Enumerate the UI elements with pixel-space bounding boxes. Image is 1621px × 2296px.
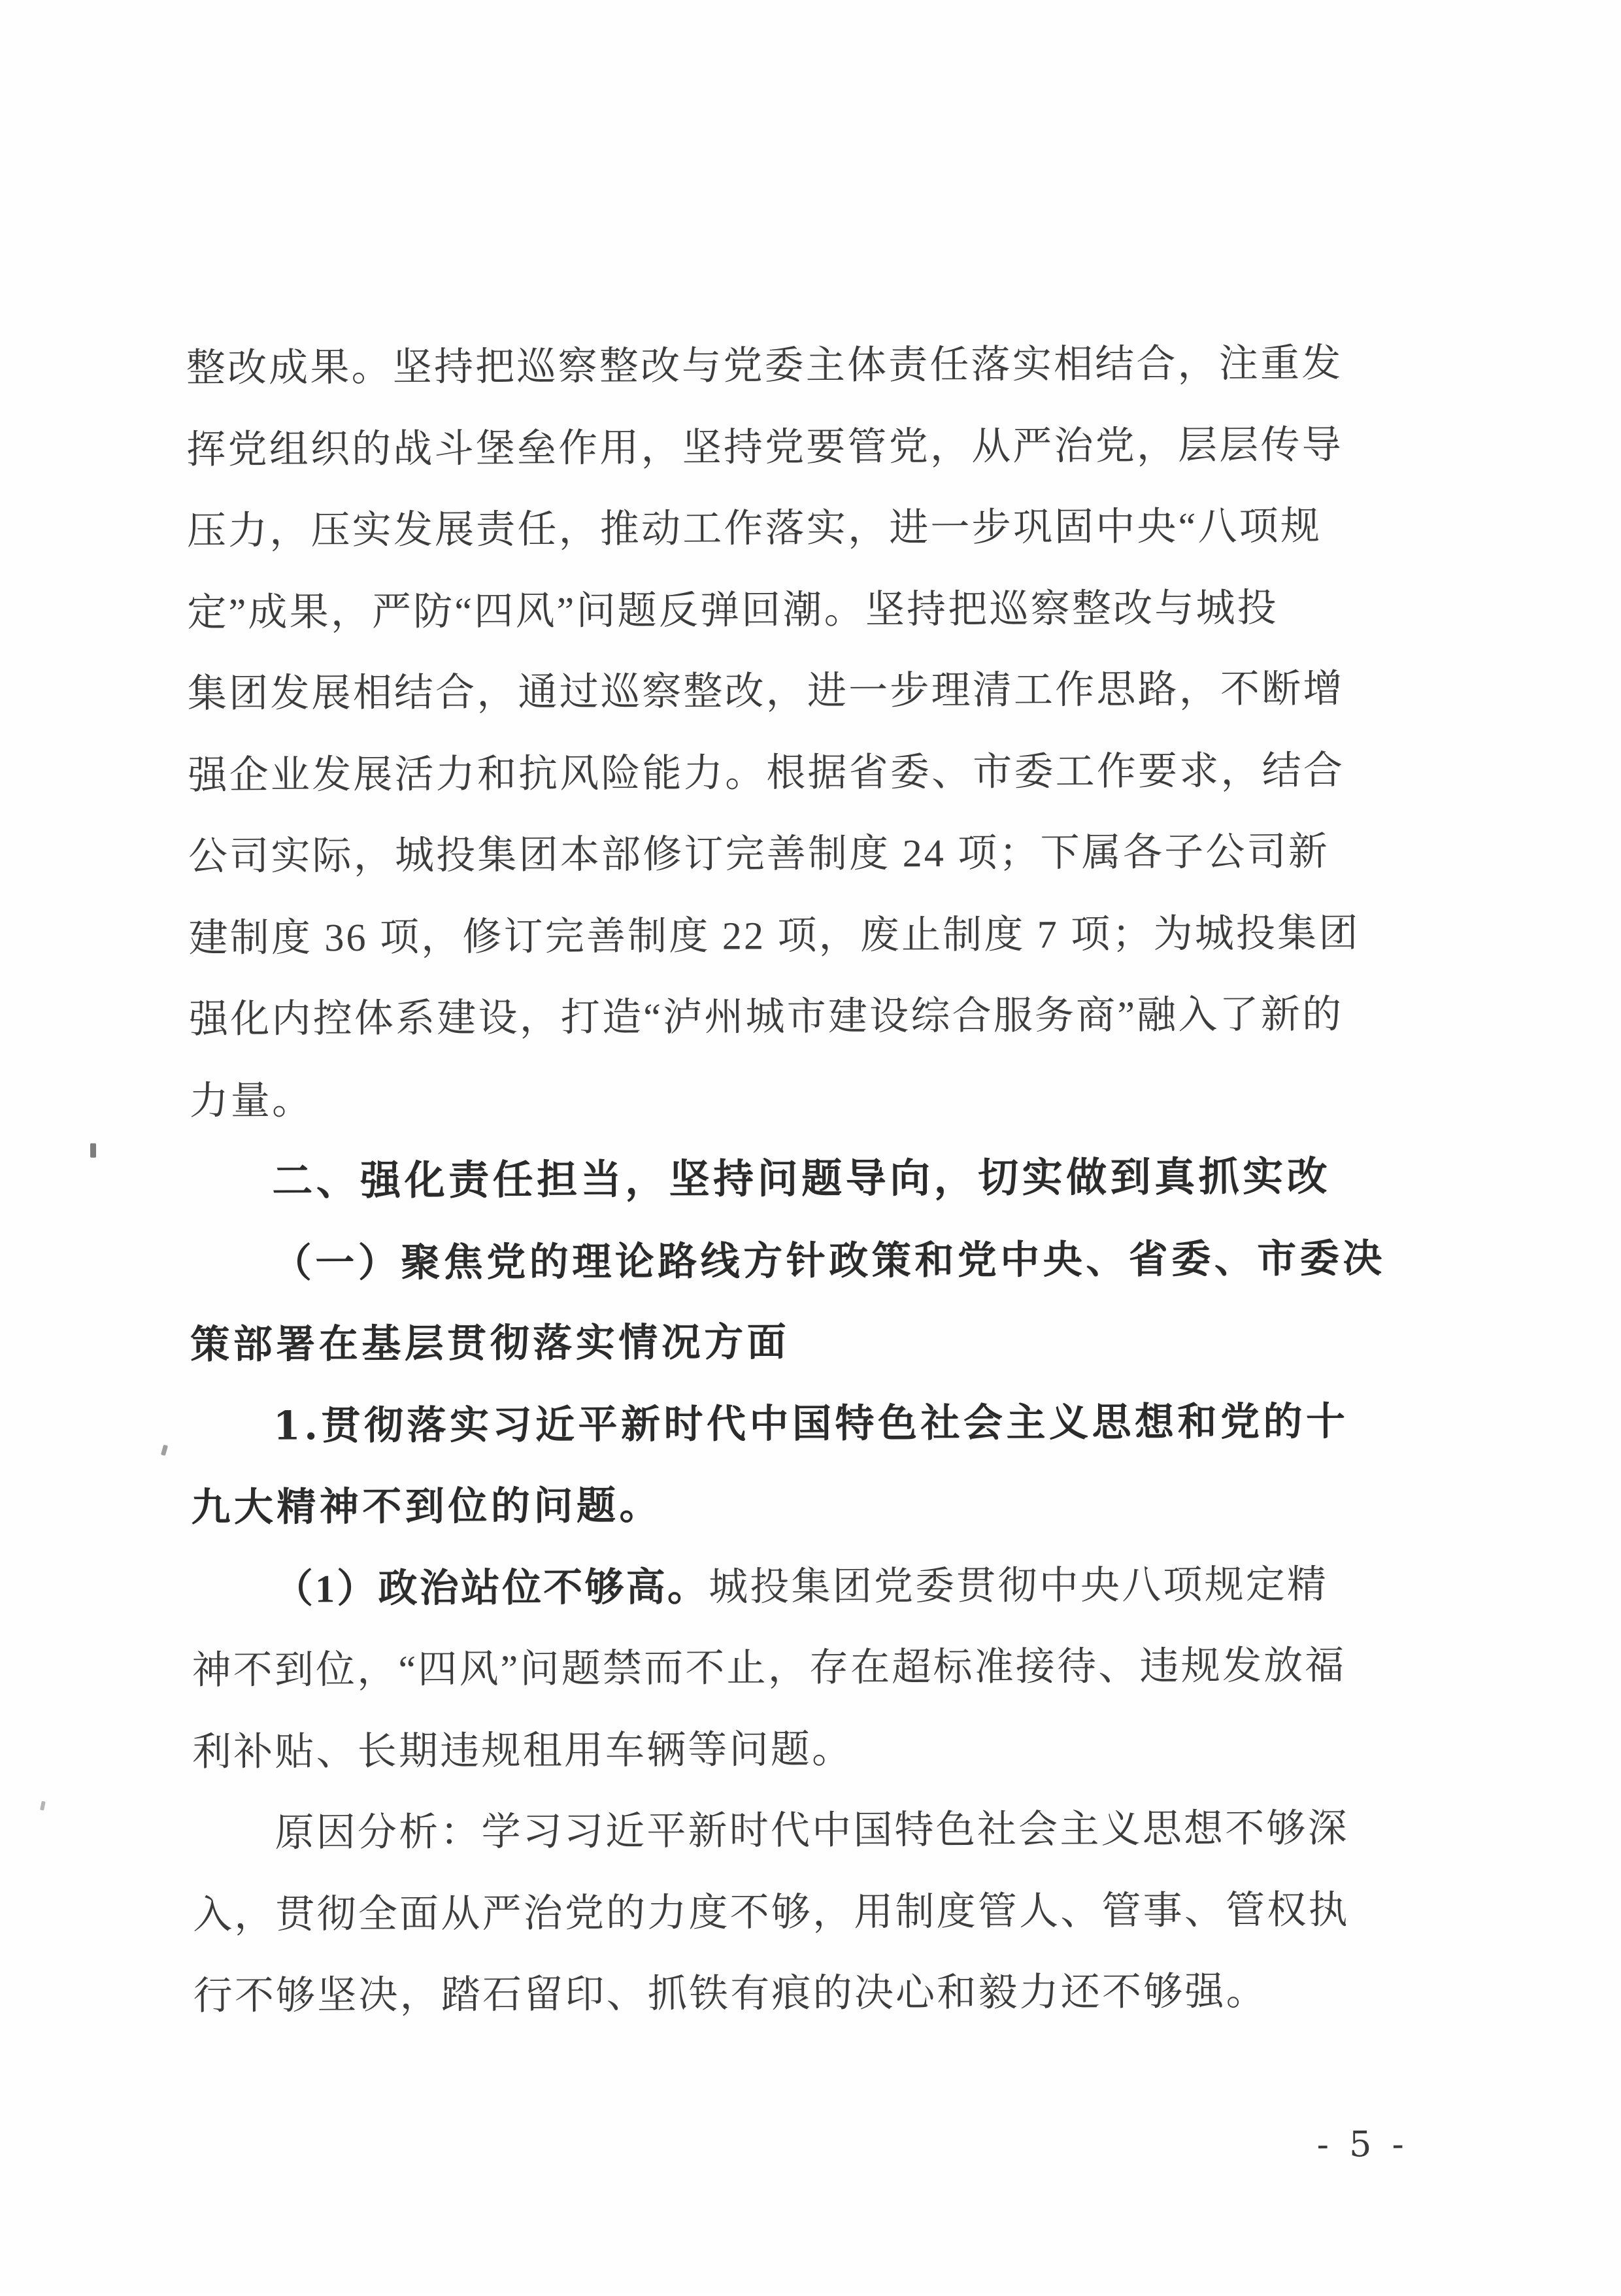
text-run: （一）聚焦党的理论路线方针政策和党中央、省委、市委决 <box>272 1235 1386 1287</box>
text-line <box>191 1462 1446 1549</box>
text-line <box>186 322 1442 409</box>
text-run: 压力，压实发展责任，推动工作落实，进一步巩固中央“八项规 <box>186 504 1322 553</box>
scan-artifact <box>40 1801 46 1811</box>
scan-artifact <box>161 1445 168 1456</box>
text-line <box>192 1706 1448 1793</box>
text-line <box>188 648 1443 735</box>
document-body <box>186 322 1448 2037</box>
analysis-paragraph <box>192 1787 1448 2037</box>
section-heading <box>190 1136 1445 1223</box>
text-line <box>189 973 1445 1060</box>
text-line <box>190 1136 1445 1223</box>
text-run: 行不够坚决，踏石留印、抓铁有痕的决心和毅力还不够强。 <box>193 1968 1268 2019</box>
text-run: 强企业发展活力和抗风险能力。根据省委、市委工作要求，结合 <box>188 748 1345 797</box>
text-run: （1）政治站位不够高。 <box>273 1565 709 1611</box>
text-line <box>187 485 1443 572</box>
text-run: 原因分析：学习习近平新时代中国特色社会主义思想不够深 <box>275 1805 1349 1856</box>
text-run: 力量。 <box>189 1078 314 1123</box>
body-paragraph-continuation <box>186 322 1445 1141</box>
text-run: 利补贴、长期违规租用车辆等问题。 <box>192 1727 854 1774</box>
text-line <box>188 811 1444 898</box>
issue-paragraph <box>192 1543 1448 1793</box>
text-run: 定”成果，严防“四风”问题反弹回潮。坚持把巡察整改与城投 <box>187 586 1279 634</box>
item-heading <box>191 1380 1446 1548</box>
text-run: 策部署在基层贯彻落实情况方面 <box>190 1319 790 1368</box>
subsection-heading <box>190 1217 1446 1385</box>
text-line <box>187 566 1443 653</box>
text-line <box>188 892 1444 979</box>
text-run: 城投集团党委贯彻中央八项规定精 <box>708 1562 1329 1609</box>
text-run: 公司实际，城投集团本部修订完善制度 24 项；下属各子公司新 <box>188 830 1330 879</box>
text-run: 挥党组织的战斗堡垒作用，坚持党要管党，从严治党，层层传导 <box>186 422 1344 471</box>
text-run: 二、强化责任担当，坚持问题导向，切实做到真抓实改 <box>272 1154 1331 1204</box>
text-run: 神不到位，“四风”问题禁而不止，存在超标准接待、违规发放福 <box>192 1644 1346 1693</box>
page-number: - 5 - <box>1316 2123 1409 2165</box>
text-line <box>193 1868 1448 1955</box>
text-run: 整改成果。坚持把巡察整改与党委主体责任落实相结合，注重发 <box>186 341 1343 390</box>
text-line <box>190 1217 1446 1304</box>
text-line <box>189 1055 1445 1141</box>
text-run: 九大精神不到位的问题。 <box>191 1482 663 1531</box>
text-line <box>192 1787 1448 1874</box>
text-line <box>192 1543 1447 1630</box>
text-run: 强化内控体系建设，打造“泸州城市建设综合服务商”融入了新的 <box>188 992 1344 1041</box>
text-line <box>192 1625 1447 1712</box>
scan-artifact <box>90 1143 96 1158</box>
text-line <box>193 1950 1448 2037</box>
text-run: 集团发展相结合，通过巡察整改，进一步理清工作思路，不断增 <box>187 667 1345 716</box>
text-run: 1.贯彻落实习近平新时代中国特色社会主义思想和党的十 <box>273 1398 1349 1449</box>
text-line <box>188 729 1443 816</box>
text-run: 建制度 36 项，修订完善制度 22 项，废止制度 7 项；为城投集团 <box>188 911 1360 960</box>
text-line <box>191 1380 1446 1467</box>
text-line <box>190 1299 1446 1386</box>
text-line <box>186 403 1442 490</box>
text-run: 入，贯彻全面从严治党的力度不够，用制度管人、管事、管权执 <box>192 1886 1350 1938</box>
